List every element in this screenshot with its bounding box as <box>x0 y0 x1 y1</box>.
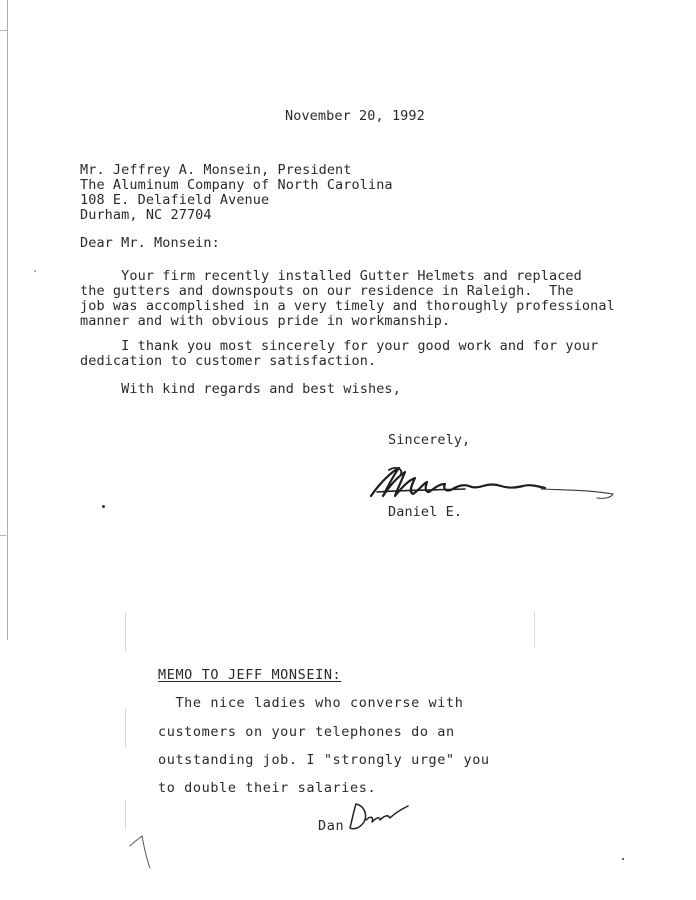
memo-line: outstanding job. I "strongly urge" you <box>158 752 490 768</box>
memo-scan-line <box>125 612 126 652</box>
left-edge-scan-tick <box>0 30 7 31</box>
memo-scan-line <box>125 708 126 748</box>
paragraph-line: job was accomplished in a very timely and thoroughly professional <box>80 298 615 314</box>
left-edge-scan-line <box>7 0 8 640</box>
memo-signoff: Dan <box>318 818 345 834</box>
left-edge-scan-tick <box>0 535 6 536</box>
salutation: Dear Mr. Monsein: <box>80 235 220 251</box>
closing: Sincerely, <box>388 432 471 448</box>
letter-date: November 20, 1992 <box>285 108 425 124</box>
recipient-city: Durham, NC 27704 <box>80 207 212 223</box>
paragraph-line: Your firm recently installed Gutter Helmets and replaced <box>80 268 582 284</box>
memo-handwritten-initial <box>342 800 412 836</box>
paragraph-line: I thank you most sincerely for your good work and for your <box>80 338 599 354</box>
recipient-company: The Aluminum Company of North Carolina <box>80 177 393 193</box>
memo-heading: MEMO TO JEFF MONSEIN: <box>158 667 342 683</box>
body-paragraph-3: With kind regards and best wishes, <box>80 381 401 397</box>
stray-mark <box>622 858 624 860</box>
recipient-name: Mr. Jeffrey A. Monsein, President <box>80 162 352 178</box>
memo-scan-line <box>534 612 535 648</box>
stray-mark <box>102 505 105 508</box>
signer-name: Daniel E. <box>388 504 463 520</box>
memo-line: to double their salaries. <box>158 780 377 796</box>
paragraph-line: the gutters and downspouts on our residence in Raleigh. The <box>80 283 574 299</box>
paragraph-line: dedication to customer satisfaction. <box>80 353 377 369</box>
memo-line: customers on your telephones do an <box>158 724 455 740</box>
recipient-street: 108 E. Delafield Avenue <box>80 192 270 208</box>
stray-pen-mark <box>128 832 158 872</box>
paragraph-line: manner and with obvious pride in workmanship. <box>80 313 451 329</box>
memo-scan-line <box>125 800 126 830</box>
stray-mark <box>34 270 36 272</box>
memo-line: The nice ladies who converse with <box>158 695 464 711</box>
